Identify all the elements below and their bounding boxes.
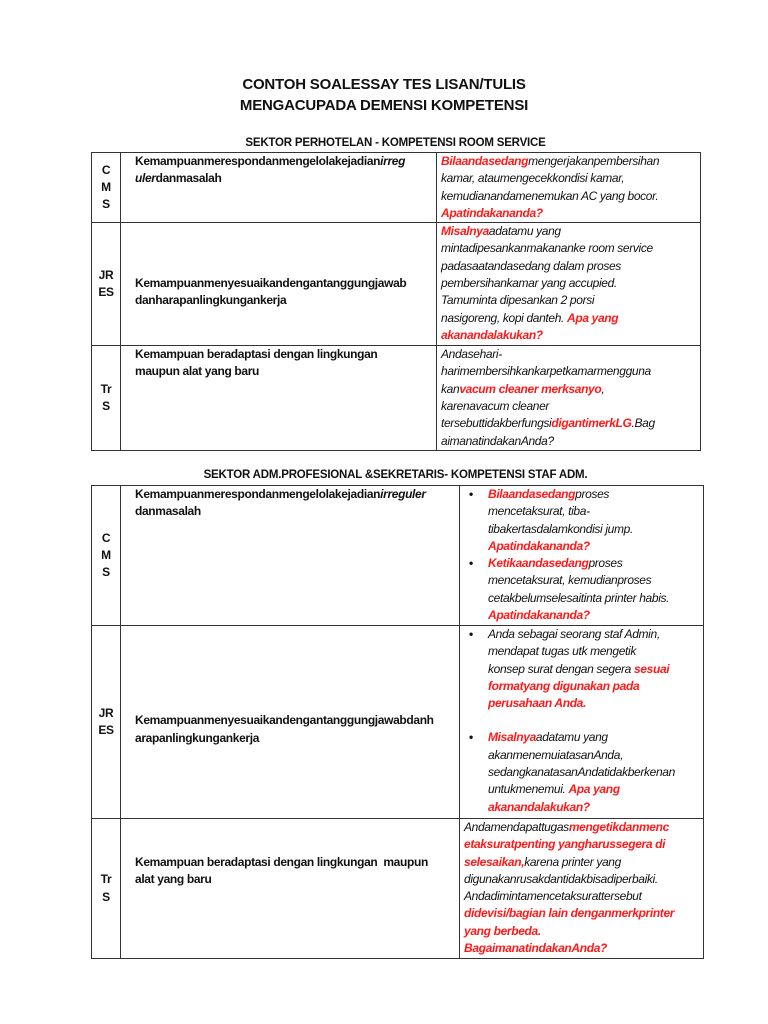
bullet-item — [464, 626, 703, 712]
question-text — [460, 819, 704, 959]
text-run: Anda sebagai seorang staf Admin, mendapat tugas utk mengetik konsep surat dengan segera — [488, 627, 660, 676]
text-run: Kemampuan beradaptasi dengan lingkungan maupun alat yang baru — [135, 347, 378, 379]
question-text — [437, 346, 701, 451]
table-row — [92, 486, 704, 626]
table-row — [92, 819, 704, 959]
text-run: Andamendapattugas — [464, 820, 569, 834]
question-list — [460, 626, 704, 819]
competency-code: Tr S — [92, 819, 121, 959]
highlighted-text: Apatindakananda? — [488, 538, 590, 553]
bullet-item — [464, 555, 703, 624]
highlighted-text: Apatindakananda? — [441, 205, 543, 220]
competency-text — [121, 223, 437, 346]
bullet-list — [464, 626, 703, 816]
table-room-service — [91, 152, 701, 451]
competency-text — [121, 153, 437, 223]
highlighted-text: Misalnya — [488, 730, 536, 745]
question-text — [437, 153, 701, 223]
document-subtitle: MENGACUPADA DEMENSI KOMPETENSI — [239, 97, 529, 114]
text-run: karena printer yang digunakanrusakdantidakbisadiperbaiki. Andadimintamencetaksurattersebut — [464, 854, 658, 904]
text-run: danmasalah — [155, 171, 222, 186]
text-run: .Bag aimanatindakanAnda? — [441, 416, 655, 448]
competency-text — [121, 626, 460, 819]
highlighted-text: Bilaandasedang — [441, 154, 529, 168]
text-run: mengerjakanpembersihan kamar, ataumengecekkondisi kamar, kemudianandamenemukan AC yang bocor. — [441, 154, 660, 203]
text-run: irreguler — [380, 487, 426, 501]
highlighted-text: didevisi/bagian lain denganmerkprinter yang berbeda. BagaimanatindakanAnda? — [464, 906, 675, 956]
document-title: CONTOH SOALESSAY TES LISAN/TULIS — [242, 76, 526, 93]
text-run: Kemampuanmerespondanmengelolakejadian — [135, 154, 381, 168]
competency-code: JR ES — [92, 223, 121, 346]
bullet-item — [464, 729, 703, 815]
text-run: adatamu yang mintadipesankanmakananke room service padasaatandasedang dalam proses pembersihankamar yang accupied. Tamuminta dipesankan 2 porsi nasigoreng, kopi danteh. — [441, 224, 653, 325]
highlighted-text: sesuai formatyang digunakan pada perusahaan Anda. — [488, 661, 670, 711]
competency-code: C M S — [92, 486, 121, 626]
text-run: Andasehari- harimembersihkankarpetkamarmengguna kan — [441, 347, 651, 396]
text-run: danmasalah — [135, 504, 201, 519]
competency-text — [121, 346, 437, 451]
table-row — [92, 346, 701, 451]
section-title-hotel: SEKTOR PERHOTELAN - KOMPETENSI ROOM SERVICE — [245, 137, 546, 149]
competency-text — [121, 819, 460, 959]
competency-code: C M S — [92, 153, 121, 223]
table-staff-admin — [91, 485, 704, 959]
highlighted-text: mengetikdanmenc etaksuratpenting yangharussegera di selesaikan, — [464, 820, 669, 869]
highlighted-text: Apatindakananda? — [488, 608, 590, 623]
competency-code: Tr S — [92, 346, 121, 451]
highlighted-text: Ketikaandasedang — [488, 556, 589, 571]
text-run: irreg uler — [135, 154, 406, 186]
table-row — [92, 153, 701, 223]
text-run: adatamu yang akanmenemuiatasanAnda, sedangkanatasanAndatidakberkenan untukmenemui. — [488, 730, 675, 797]
text-run: proses mencetaksurat, kemudianproses cetakbelumselesaitinta printer habis. — [488, 556, 670, 605]
bullet-list — [464, 486, 703, 624]
table-row — [92, 626, 704, 819]
highlighted-text: digantimerkLG — [551, 416, 632, 431]
question-list — [460, 486, 704, 626]
text-run: Kemampuanmenyesuaikandengantanggungjawabdanh arapanlingkungankerja — [135, 713, 434, 745]
section-title-admin: SEKTOR ADM.PROFESIONAL &SEKRETARIS- KOMPETENSI STAF ADM. — [203, 469, 588, 481]
text-run: , karenavacum cleaner tersebuttidakberfungsi — [441, 381, 605, 431]
highlighted-text: Bilaandasedang — [488, 487, 576, 501]
text-run: Kemampuanmerespondanmengelolakejadian — [135, 487, 381, 501]
text-run: Kemampuan beradaptasi dengan lingkungan maupun alat yang baru — [135, 854, 428, 886]
question-text — [437, 223, 701, 346]
competency-code: JR ES — [92, 626, 121, 819]
highlighted-text: Apa yang akanandalakukan? — [488, 782, 620, 814]
highlighted-text: Misalnya — [441, 224, 489, 239]
text-run: proses mencetaksurat, tiba- tibakertasdalamkondisi jump. — [488, 487, 633, 536]
bullet-item — [464, 486, 703, 555]
table-row — [92, 223, 701, 346]
highlighted-text: Apa yang akanandalakukan? — [441, 310, 619, 342]
highlighted-text: vacum cleaner merksanyo — [459, 381, 602, 396]
text-run: Kemampuanmenyesuaikandengantanggungjawab danharapanlingkungankerja — [135, 276, 407, 308]
competency-text — [121, 486, 460, 626]
